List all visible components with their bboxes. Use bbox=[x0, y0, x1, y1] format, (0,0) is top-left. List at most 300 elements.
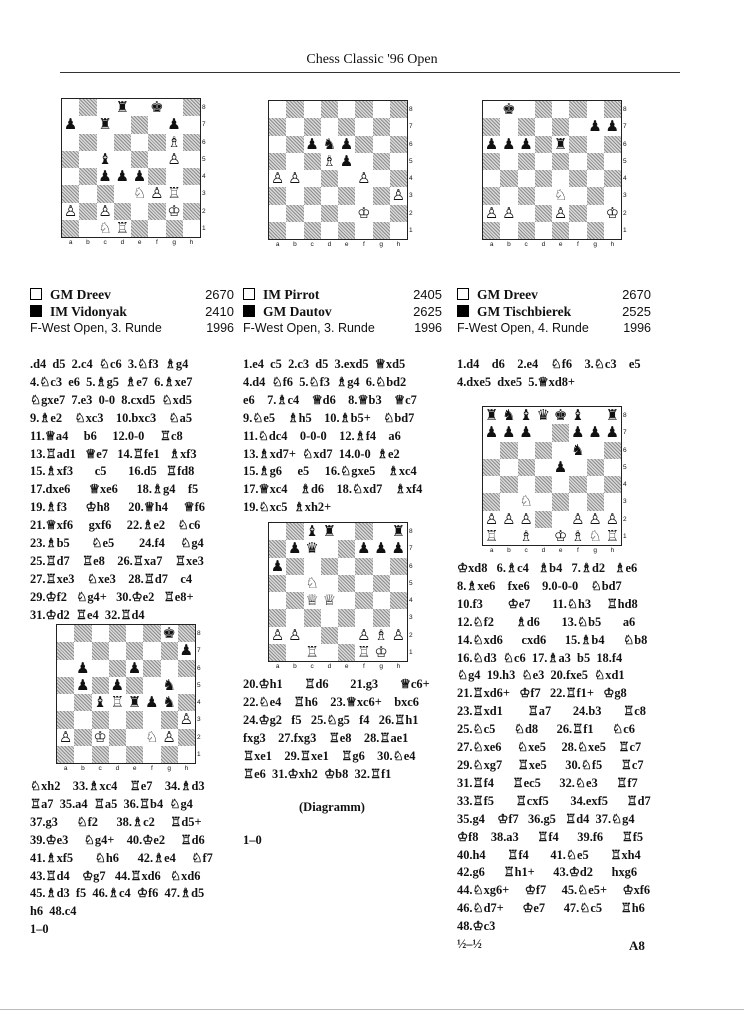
chess-piece-icon: ♟ bbox=[132, 167, 147, 185]
board-square bbox=[390, 644, 407, 661]
move-line: 21.♕xf6 gxf6 22.♗e2 ♘c6 bbox=[30, 518, 201, 533]
black-elo: 2410 bbox=[205, 304, 234, 319]
board-square bbox=[74, 642, 91, 659]
chess-piece-icon: ♜ bbox=[322, 522, 337, 540]
file-labels bbox=[57, 765, 195, 772]
rank-label: 1 bbox=[202, 224, 206, 232]
rank-label: 7 bbox=[623, 123, 627, 131]
chess-piece-icon: ♟ bbox=[605, 423, 620, 442]
board-square bbox=[518, 170, 535, 187]
board-square bbox=[518, 476, 535, 493]
board-square bbox=[183, 168, 200, 185]
file-label: a bbox=[489, 547, 494, 554]
board-square bbox=[338, 540, 355, 557]
rank-labels bbox=[623, 407, 627, 545]
chess-piece-icon: ♚ bbox=[150, 98, 164, 116]
file-label: h bbox=[396, 663, 401, 670]
file-label: d bbox=[327, 663, 332, 670]
move-line: 4.dxe5 dxe5 5.♕xd8+ bbox=[457, 374, 575, 389]
board-square bbox=[483, 118, 500, 135]
rank-label: 7 bbox=[409, 545, 413, 553]
chess-piece-icon: ♝ bbox=[571, 406, 585, 424]
board-square bbox=[62, 99, 79, 116]
chess-piece-icon: ♘ bbox=[553, 186, 568, 205]
chess-diagram-4 bbox=[268, 522, 408, 662]
move-line: h6 48.c4 bbox=[30, 904, 77, 919]
chess-piece-icon: ♟ bbox=[519, 423, 533, 442]
chess-piece-icon: ♜ bbox=[127, 693, 142, 711]
chess-piece-icon: ♙ bbox=[588, 509, 602, 528]
file-label: h bbox=[610, 241, 615, 248]
rank-label: 5 bbox=[623, 157, 627, 165]
board-square bbox=[535, 187, 552, 204]
white-marker-icon bbox=[457, 288, 469, 300]
rank-label: 4 bbox=[623, 481, 627, 488]
board-square bbox=[161, 711, 178, 728]
rank-labels bbox=[197, 625, 201, 763]
board-square bbox=[148, 168, 165, 185]
chess-piece-icon: ♜ bbox=[553, 134, 568, 153]
chess-piece-icon: ♟ bbox=[484, 423, 499, 442]
board-square bbox=[552, 424, 569, 441]
chess-piece-icon: ♙ bbox=[179, 710, 194, 729]
move-line: ♖a7 35.a4 ♖a5 36.♖b4 ♘g4 bbox=[30, 796, 193, 811]
file-label: g bbox=[379, 241, 383, 248]
file-label: f bbox=[576, 547, 579, 554]
chess-piece-icon: ♙ bbox=[553, 203, 568, 222]
board-square bbox=[355, 575, 372, 592]
board-square bbox=[109, 711, 126, 728]
board-square bbox=[535, 153, 552, 170]
file-label: h bbox=[184, 765, 189, 772]
chess-piece-icon: ♙ bbox=[270, 625, 285, 644]
board-square bbox=[587, 136, 604, 153]
file-label: a bbox=[68, 239, 73, 246]
board-square bbox=[286, 222, 303, 239]
move-line: 11.♘dc4 0-0-0 12.♗f4 a6 bbox=[243, 428, 401, 443]
board-square bbox=[569, 459, 586, 476]
board-square bbox=[269, 153, 286, 170]
white-elo: 2670 bbox=[205, 287, 234, 302]
board-square bbox=[500, 118, 517, 135]
rank-label: 8 bbox=[623, 412, 627, 419]
move-line: 27.♘xe6 ♘xe5 28.♘xe5 ♖c7 bbox=[457, 740, 642, 755]
file-label: e bbox=[137, 239, 142, 246]
move-line: 20.♔h1 ♖d6 21.g3 ♕c6+ bbox=[243, 677, 430, 691]
event-name: F-West Open, 3. Runde bbox=[30, 321, 162, 335]
rank-label: 8 bbox=[202, 104, 206, 111]
chess-piece-icon: ♗ bbox=[374, 625, 388, 644]
board-square bbox=[338, 627, 355, 644]
board-square bbox=[338, 118, 355, 135]
board-square bbox=[518, 222, 535, 239]
board-square bbox=[569, 118, 586, 135]
board-square bbox=[500, 442, 517, 459]
chess-piece-icon: ♜ bbox=[115, 98, 130, 116]
board-square bbox=[114, 151, 131, 168]
move-line: 13.♗xd7+ ♘xd7 14.0-0 ♗e2 bbox=[243, 446, 400, 461]
board-square bbox=[114, 185, 131, 202]
move-line: 17.dxe6 ♕xe6 18.♗g4 f5 bbox=[30, 482, 199, 497]
chess-piece-icon: ♟ bbox=[179, 641, 194, 660]
board-square bbox=[57, 625, 74, 642]
white-player: GM Dreev bbox=[50, 287, 111, 302]
rank-label: 7 bbox=[202, 121, 206, 129]
file-label: b bbox=[86, 239, 90, 246]
board-square bbox=[518, 187, 535, 204]
board-square bbox=[269, 136, 286, 153]
chess-piece-icon: ♘ bbox=[98, 218, 112, 237]
game-1-moves-continued bbox=[30, 778, 213, 939]
rank-labels bbox=[202, 99, 206, 237]
board-square bbox=[604, 136, 621, 153]
file-label: f bbox=[150, 765, 153, 772]
board-square bbox=[338, 222, 355, 239]
white-marker-icon bbox=[30, 288, 42, 300]
chess-piece-icon: ♟ bbox=[110, 675, 125, 694]
board-square bbox=[535, 424, 552, 441]
chess-piece-icon: ♙ bbox=[391, 625, 406, 644]
rank-label: 3 bbox=[197, 716, 201, 724]
file-label: e bbox=[558, 547, 563, 554]
file-label: c bbox=[310, 663, 314, 670]
board-square bbox=[286, 644, 303, 661]
rank-label: 4 bbox=[409, 175, 413, 182]
file-label: h bbox=[610, 547, 615, 554]
board-square bbox=[304, 627, 321, 644]
board-square bbox=[79, 203, 96, 220]
chess-piece-icon: ♙ bbox=[58, 727, 73, 746]
chess-piece-icon: ♖ bbox=[110, 693, 125, 711]
file-labels bbox=[483, 547, 621, 554]
board-square bbox=[500, 170, 517, 187]
black-player: GM Dautov bbox=[263, 304, 332, 319]
rank-label: 7 bbox=[409, 123, 413, 131]
chess-piece-icon: ♔ bbox=[374, 642, 388, 661]
rank-label: 2 bbox=[409, 209, 413, 217]
board-square bbox=[178, 677, 195, 694]
board-square bbox=[483, 153, 500, 170]
board-square bbox=[166, 168, 183, 185]
board-square bbox=[183, 116, 200, 133]
board-square bbox=[373, 136, 390, 153]
board-square bbox=[390, 136, 407, 153]
board-square bbox=[390, 575, 407, 592]
board-square bbox=[126, 711, 143, 728]
board-square bbox=[604, 476, 621, 493]
file-label: c bbox=[98, 765, 102, 772]
file-label: f bbox=[362, 241, 365, 248]
board-square bbox=[304, 153, 321, 170]
rank-label: 5 bbox=[409, 579, 413, 587]
rank-label: 6 bbox=[409, 140, 413, 148]
rank-label: 5 bbox=[623, 463, 627, 471]
board-square bbox=[148, 220, 165, 237]
board-square bbox=[390, 222, 407, 239]
board-square bbox=[286, 523, 303, 540]
board-square bbox=[535, 476, 552, 493]
move-line: 17.♕xc4 ♗d6 18.♘xd7 ♗xf4 bbox=[243, 482, 423, 497]
black-player: IM Vidonyak bbox=[50, 304, 127, 319]
board-square bbox=[338, 101, 355, 118]
board-square bbox=[286, 101, 303, 118]
board-square bbox=[587, 170, 604, 187]
rank-label: 1 bbox=[409, 648, 413, 656]
board-square bbox=[483, 187, 500, 204]
move-line: 1.e4 c5 2.c3 d5 3.exd5 ♕xd5 bbox=[243, 357, 406, 371]
board-square bbox=[79, 168, 96, 185]
chess-piece-icon: ♜ bbox=[484, 406, 499, 424]
chess-piece-icon: ♙ bbox=[270, 169, 285, 187]
chess-diagram-3 bbox=[482, 100, 622, 240]
board-square bbox=[338, 187, 355, 204]
move-line: 35.g4 ♔f7 36.g5 ♖d4 37.♘g4 bbox=[457, 811, 635, 826]
board-square bbox=[161, 746, 178, 763]
board-square bbox=[57, 677, 74, 694]
rank-label: 4 bbox=[623, 175, 627, 182]
board-square bbox=[518, 205, 535, 222]
board-square bbox=[535, 459, 552, 476]
file-label: d bbox=[327, 241, 332, 248]
event-year: 1996 bbox=[206, 321, 234, 335]
board-square bbox=[286, 575, 303, 592]
board-square bbox=[286, 558, 303, 575]
chess-piece-icon: ♟ bbox=[588, 117, 602, 136]
board-square bbox=[304, 609, 321, 626]
board-square bbox=[126, 746, 143, 763]
chess-piece-icon: ♟ bbox=[145, 693, 159, 711]
white-player: IM Pirrot bbox=[263, 287, 320, 302]
chess-piece-icon: ♖ bbox=[305, 642, 319, 661]
board-square bbox=[321, 101, 338, 118]
board-square bbox=[79, 185, 96, 202]
board-square bbox=[373, 592, 390, 609]
board-square bbox=[178, 660, 195, 677]
move-line: ♔f8 38.a3 ♖f4 39.f6 ♖f5 bbox=[457, 829, 644, 844]
board-square bbox=[286, 153, 303, 170]
board-square bbox=[390, 101, 407, 118]
move-line: 9.♘e5 ♗h5 10.♗b5+ ♘bd7 bbox=[243, 410, 415, 425]
game-2-header bbox=[243, 286, 442, 337]
board-square bbox=[148, 116, 165, 133]
black-elo: 2525 bbox=[622, 304, 651, 319]
chess-piece-icon: ♔ bbox=[93, 727, 107, 746]
board-square bbox=[321, 118, 338, 135]
board-square bbox=[321, 575, 338, 592]
board-square bbox=[161, 660, 178, 677]
board-square bbox=[183, 134, 200, 151]
board-square bbox=[79, 99, 96, 116]
move-line: 1–0 bbox=[30, 922, 49, 937]
board-square bbox=[304, 187, 321, 204]
rank-label: 6 bbox=[623, 140, 627, 148]
move-line: 44.♘xg6+ ♔f7 45.♘e5+ ♔xf6 bbox=[457, 883, 651, 898]
chess-piece-icon: ♟ bbox=[270, 556, 285, 575]
board-square bbox=[535, 101, 552, 118]
board-square bbox=[74, 625, 91, 642]
chess-piece-icon: ♙ bbox=[167, 149, 181, 168]
board-square bbox=[355, 609, 372, 626]
chess-diagram-5 bbox=[482, 406, 622, 546]
board-square bbox=[552, 222, 569, 239]
game-3-moves bbox=[457, 356, 641, 392]
board-square bbox=[587, 493, 604, 510]
game-3-moves-continued bbox=[457, 560, 651, 954]
board-square bbox=[131, 220, 148, 237]
chess-piece-icon: ♞ bbox=[571, 440, 585, 459]
board-square bbox=[338, 592, 355, 609]
move-line: fxg3 27.fxg3 ♖e8 28.♖ae1 bbox=[243, 730, 409, 745]
rank-label: 4 bbox=[409, 597, 413, 604]
board-square bbox=[126, 677, 143, 694]
event-year: 1996 bbox=[414, 321, 442, 335]
rank-label: 1 bbox=[197, 750, 201, 758]
white-marker-icon bbox=[243, 288, 255, 300]
board-square bbox=[109, 746, 126, 763]
board-square bbox=[390, 170, 407, 187]
move-line: 31.♖f4 ♖ec5 32.♘e3 ♖f7 bbox=[457, 775, 638, 790]
file-label: d bbox=[541, 241, 546, 248]
board-square bbox=[286, 205, 303, 222]
file-label: b bbox=[293, 241, 297, 248]
rank-label: 2 bbox=[623, 515, 627, 523]
file-label: c bbox=[310, 241, 314, 248]
chess-piece-icon: ♟ bbox=[167, 115, 181, 134]
board-square bbox=[304, 101, 321, 118]
move-line: 41.♗xf5 ♘h6 42.♗e4 ♘f7 bbox=[30, 850, 213, 865]
board-square bbox=[114, 116, 131, 133]
board-square bbox=[355, 136, 372, 153]
move-line: 19.♗f3 ♔h8 20.♕h4 ♕f6 bbox=[30, 500, 205, 515]
rank-label: 4 bbox=[197, 699, 201, 706]
board-square bbox=[355, 153, 372, 170]
game-2-moves-continued bbox=[243, 676, 430, 783]
file-label: e bbox=[132, 765, 137, 772]
board-square bbox=[535, 222, 552, 239]
board-square bbox=[338, 523, 355, 540]
chess-piece-icon: ♟ bbox=[391, 539, 406, 558]
chess-piece-icon: ♛ bbox=[305, 539, 319, 558]
move-line: 27.♖xe3 ♘xe3 28.♖d7 c4 bbox=[30, 571, 193, 586]
rank-label: 1 bbox=[409, 226, 413, 234]
white-player: GM Dreev bbox=[477, 287, 538, 302]
chess-piece-icon: ♟ bbox=[502, 134, 516, 153]
file-labels bbox=[269, 241, 407, 248]
chess-piece-icon: ♘ bbox=[132, 184, 147, 203]
chess-piece-icon: ♙ bbox=[391, 186, 406, 205]
chess-piece-icon: ♝ bbox=[305, 522, 319, 540]
rank-label: 3 bbox=[623, 498, 627, 506]
move-line: 13.♖ad1 ♕e7 14.♖fe1 ♗xf3 bbox=[30, 446, 197, 461]
event-year: 1996 bbox=[623, 321, 651, 335]
chess-piece-icon: ♖ bbox=[357, 642, 371, 661]
rank-label: 4 bbox=[202, 173, 206, 180]
chess-piece-icon: ♟ bbox=[357, 539, 371, 558]
chess-piece-icon: ♚ bbox=[553, 406, 568, 424]
chess-piece-icon: ♗ bbox=[167, 132, 181, 151]
board-square bbox=[143, 711, 160, 728]
chess-piece-icon: ♚ bbox=[502, 100, 516, 118]
move-line: 25.♖d7 ♖e8 26.♖xa7 ♖xe3 bbox=[30, 553, 204, 568]
board-square bbox=[178, 729, 195, 746]
board-square bbox=[604, 187, 621, 204]
chess-piece-icon: ♝ bbox=[519, 406, 533, 424]
board-square bbox=[57, 746, 74, 763]
file-label: d bbox=[115, 765, 120, 772]
chess-piece-icon: ♝ bbox=[98, 149, 112, 168]
file-label: f bbox=[576, 241, 579, 248]
board-square bbox=[552, 101, 569, 118]
board-square bbox=[535, 493, 552, 510]
file-labels bbox=[269, 663, 407, 670]
board-square bbox=[74, 729, 91, 746]
chess-piece-icon: ♕ bbox=[305, 591, 319, 609]
move-line: 15.♗xf3 c5 16.d5 ♖fd8 bbox=[30, 464, 195, 479]
board-square bbox=[166, 220, 183, 237]
board-square bbox=[304, 222, 321, 239]
chess-piece-icon: ♝ bbox=[93, 693, 107, 711]
board-square bbox=[604, 153, 621, 170]
board-square bbox=[161, 642, 178, 659]
board-square bbox=[109, 660, 126, 677]
chess-piece-icon: ♙ bbox=[150, 184, 164, 203]
board-square bbox=[97, 185, 114, 202]
chess-piece-icon: ♛ bbox=[536, 406, 551, 424]
board-square bbox=[483, 222, 500, 239]
board-square bbox=[92, 746, 109, 763]
rank-label: 1 bbox=[623, 226, 627, 234]
board-square bbox=[57, 660, 74, 677]
board-square bbox=[178, 746, 195, 763]
board-square bbox=[92, 711, 109, 728]
game-3-header bbox=[457, 286, 651, 337]
move-line: 8.♗xe6 fxe6 9.0-0-0 ♘bd7 bbox=[457, 578, 622, 593]
chess-diagram-6 bbox=[56, 624, 196, 764]
chess-piece-icon: ♗ bbox=[571, 526, 585, 545]
move-line: ♔xd8 6.♗c4 ♗b4 7.♗d2 ♗e6 bbox=[457, 561, 638, 575]
chess-piece-icon: ♔ bbox=[167, 201, 181, 220]
board-square bbox=[604, 493, 621, 510]
board-square bbox=[57, 642, 74, 659]
board-square bbox=[97, 99, 114, 116]
board-square bbox=[321, 540, 338, 557]
board-square bbox=[569, 187, 586, 204]
board-square bbox=[604, 222, 621, 239]
running-header: Chess Classic '96 Open bbox=[306, 52, 438, 67]
file-label: g bbox=[379, 663, 383, 670]
move-line: 24.♔g2 f5 25.♘g5 f4 26.♖h1 bbox=[243, 712, 419, 727]
board-square bbox=[321, 627, 338, 644]
board-square bbox=[373, 222, 390, 239]
header-rule bbox=[60, 72, 680, 73]
move-line: 40.h4 ♖f4 41.♘e5 ♖xh4 bbox=[457, 847, 641, 862]
file-label: h bbox=[396, 241, 401, 248]
event-name: F-West Open, 4. Runde bbox=[457, 321, 589, 335]
chess-piece-icon: ♟ bbox=[288, 539, 302, 558]
board-square bbox=[569, 101, 586, 118]
board-square bbox=[390, 558, 407, 575]
chess-piece-icon: ♙ bbox=[519, 509, 533, 528]
board-square bbox=[143, 625, 160, 642]
file-label: f bbox=[362, 663, 365, 670]
board-square bbox=[587, 407, 604, 424]
board-square bbox=[390, 118, 407, 135]
board-square bbox=[604, 459, 621, 476]
board-square bbox=[518, 459, 535, 476]
board-square bbox=[483, 476, 500, 493]
rank-label: 6 bbox=[197, 664, 201, 672]
move-line: 31.♔d2 ♖e4 32.♖d4 bbox=[30, 607, 145, 622]
